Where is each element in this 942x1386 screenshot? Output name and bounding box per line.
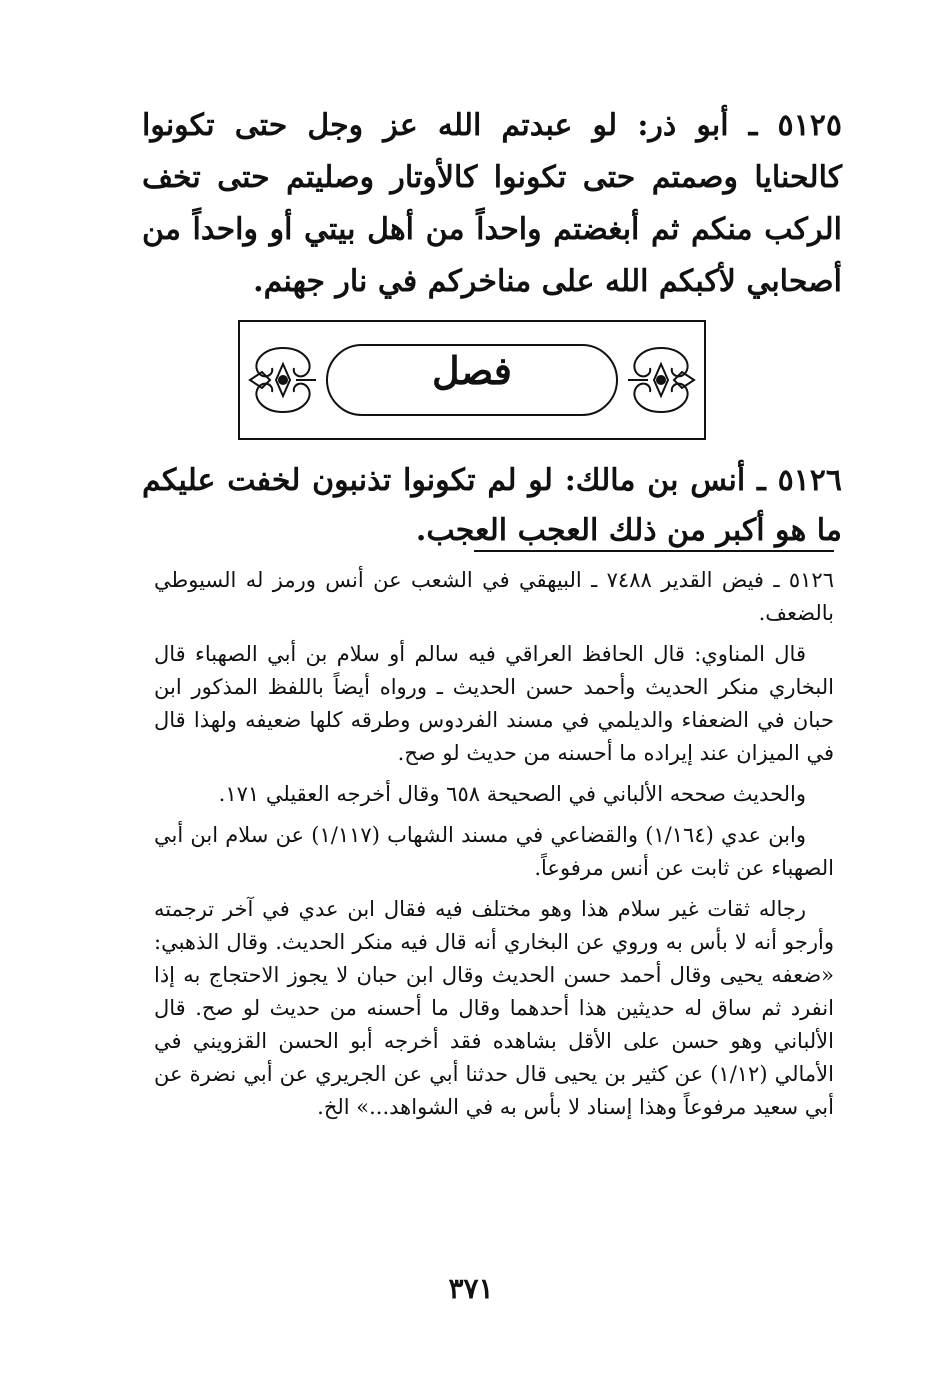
- hadith-number: ٥١٢٦ ـ: [756, 463, 843, 498]
- hadith-narrator: أنس بن مالك:: [564, 463, 746, 498]
- hadith-text: لو لم تكونوا تذنبون لخفت عليكم ما هو أكبر من ذلك العجب العجب.: [142, 463, 842, 548]
- hadith-5126: [142, 456, 842, 556]
- hadith-number: ٥١٢٥ ـ: [748, 108, 842, 143]
- hadith-text: لو عبدتم الله عز وجل حتى تكونوا كالحنايا وصمتم حتى تكونوا كالأوتار وصليتم حتى تخف الركب منكم ثم أبغضتم واحداً من أهل بيتي أو واحداً من أصحابي لأكبكم الله على مناخركم في نار جهنم.: [142, 108, 842, 299]
- footnote-paragraph: والحديث صححه الألباني في الصحيحة ٦٥٨ وقال أخرجه العقيلي ١٧١.: [218, 782, 806, 806]
- footnotes: [154, 564, 834, 1132]
- section-banner: [238, 320, 706, 440]
- page-number: ٣٧١: [448, 1272, 494, 1305]
- section-title: فصل: [432, 348, 512, 393]
- footnote-paragraph: قال المناوي: قال الحافظ العراقي فيه سالم أو سلام بن أبي الصهباء قال البخاري منكر الحديث وأحمد حسن الحديث ـ ورواه أيضاً باللفظ المذكور ابن حبان في الضعفاء والديلمي في مسند الفردوس وطرقه كلها ضعيفه ولهذا قال في الميزان عند إيراده ما أحسنه من حديث لو صح.: [154, 642, 834, 765]
- arabesque-ornament-icon: [626, 342, 696, 418]
- footnote-paragraph: ٥١٢٦ ـ فيض القدير ٧٤٨٨ ـ البيهقي في الشعب عن أنس ورمز له السيوطي بالضعف.: [154, 568, 834, 625]
- hadith-narrator: أبو ذر:: [637, 108, 729, 143]
- footnote-paragraph: رجاله ثقات غير سلام هذا وهو مختلف فيه فقال ابن عدي في آخر ترجمته وأرجو أنه لا بأس به وروي عن البخاري أنه قال فيه منكر الحديث. وقال الذهبي: «ضعفه يحيى وقال أحمد حسن الحديث وقال ابن حبان لا يجوز الاحتجاج به إذا انفرد ثم ساق له حديثين هذا أحدهما وقال ما أحسنه من حديث لو صح. قال الألباني وهو حسن على الأقل بشاهده فقد أخرجه أبو الحسن القزويني في الأمالي (١/١٢) عن كثير بن يحيى قال حدثنا أبي عن الجريري عن أبي نضرة عن أبي سعيد مرفوعاً وهذا إسناد لا بأس به في الشواهد...» الخ.: [154, 897, 834, 1119]
- footnote-separator: [474, 550, 834, 552]
- footnote-paragraph: وابن عدي (١/١٦٤) والقضاعي في مسند الشهاب (١/١١٧) عن سلام ابن أبي الصهباء عن ثابت عن أنس مرفوعاً.: [154, 823, 834, 880]
- hadith-5125: [142, 100, 842, 308]
